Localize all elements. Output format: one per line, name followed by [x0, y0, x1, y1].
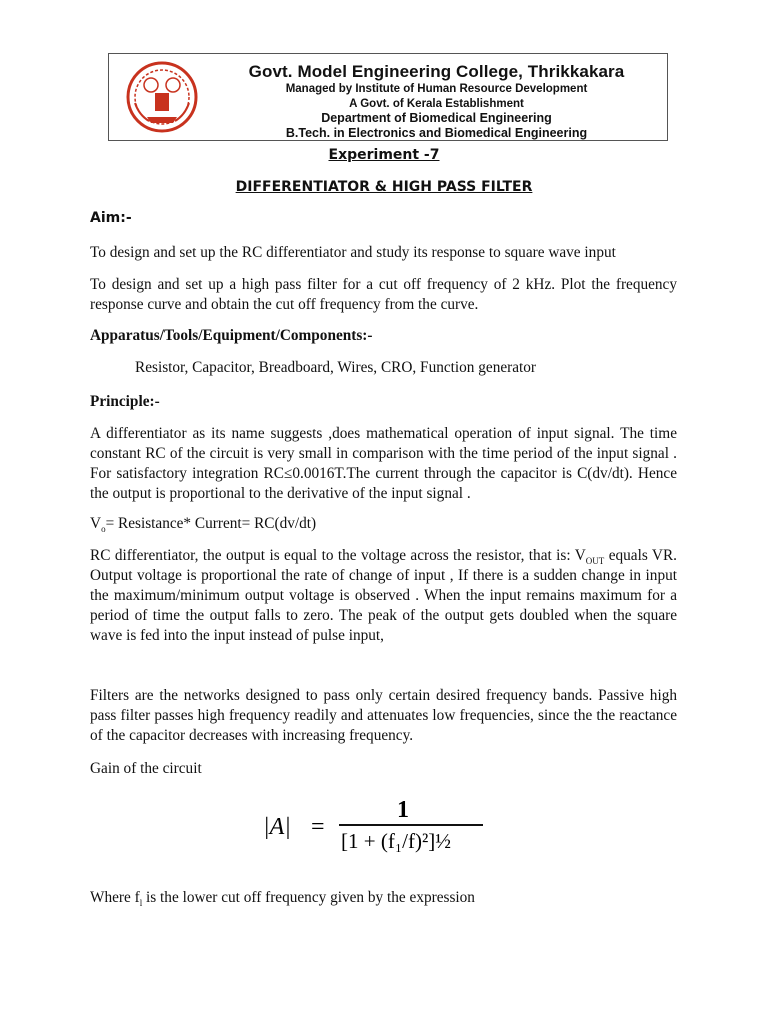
cutoff-expression-intro — [90, 888, 677, 908]
experiment-number: Experiment -7 — [328, 147, 440, 163]
principle-paragraph-3 — [90, 546, 677, 646]
vo-symbol: V — [90, 515, 102, 532]
aim-paragraph-1: To design and set up the RC differentiator and study its response to square wave input — [90, 244, 616, 261]
apparatus-list: Resistor, Capacitor, Breadboard, Wires, CRO, Function generator — [135, 359, 537, 376]
apparatus-heading: Apparatus/Tools/Equipment/Components:- — [90, 327, 373, 344]
vo-subscript: o — [101, 524, 106, 535]
output-voltage-equation — [90, 514, 677, 534]
aim-paragraph-2: To design and set up a high pass filter for a cut off frequency of 2 kHz. Plot the frequency response curve and obtain the cut off frequency from the curve. — [90, 276, 677, 313]
experiment-title: DIFFERENTIATOR & HIGH PASS FILTER — [235, 179, 533, 195]
college-emblem-icon — [117, 59, 207, 135]
government-establishment: A Govt. of Kerala Establishment — [349, 97, 524, 110]
p3-rest: equals VR. Output voltage is proportional the rate of change of input , If there is a sudden change in input the maximum/minimum output voltage is observed . When the input remains maximum for a period of time the output falls to zero. The peak of the output gets doubled when the square wave is fed into the input instead of pulse input, — [90, 547, 677, 644]
college-name: Govt. Model Engineering College, Thrikkakara — [248, 62, 625, 81]
formula-lhs: |A| — [263, 814, 291, 840]
formula-equals: = — [311, 814, 325, 840]
managing-body: Managed by Institute of Human Resource Development — [285, 83, 588, 95]
formula-numerator: 1 — [397, 797, 409, 823]
vout-subscript: OUT — [585, 556, 605, 567]
department-name: Department of Biomedical Engineering — [321, 111, 552, 125]
where-start: Where f — [90, 889, 140, 906]
gain-label: Gain of the circuit — [90, 760, 202, 777]
principle-paragraph-1: A differentiator as its name suggests ,does mathematical operation of input signal. The time constant RC of the circuit is very small in comparison with the time period of the input signal . For satisfactory integration RC≤0.0016T.The current through the capacitor is C(dv/dt). Hence the output is proportional to the derivative of the input signal . — [90, 425, 677, 502]
aim-heading: Aim:- — [90, 210, 132, 226]
fl-subscript: l — [139, 898, 143, 909]
formula-denominator: [1 + (f₁/f)²]½ — [341, 829, 452, 853]
gain-formula — [255, 793, 490, 853]
principle-paragraph-4: Filters are the networks designed to pass only certain desired frequency bands. Passive high pass filter passes high frequency readily and attenuates low frequencies, since the the reactance of the capacitor decreases with increasing frequency. — [90, 687, 677, 744]
program-name: B.Tech. in Electronics and Biomedical Engineering — [285, 125, 588, 140]
where-rest: is the lower cut off frequency given by the expression — [142, 889, 475, 906]
principle-heading: Principle:- — [90, 393, 160, 410]
vo-equation-rest: = Resistance* Current= RC(dv/dt) — [105, 515, 317, 532]
college-header — [108, 53, 668, 141]
p3-start: RC differentiator, the output is equal to the voltage across the resistor, that is: V — [90, 547, 586, 564]
